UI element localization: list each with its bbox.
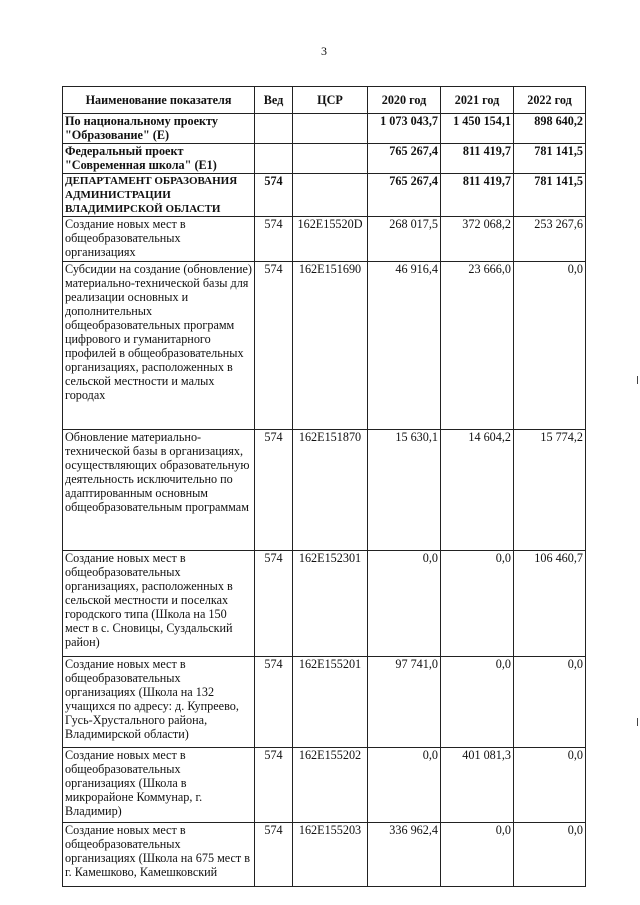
table-row [63, 174, 586, 217]
table-row [63, 262, 586, 430]
table-row [63, 217, 586, 262]
row-csr: 162E155203 [293, 823, 368, 887]
table-row [63, 144, 586, 174]
row-ved: 574 [255, 217, 293, 262]
row-ved [255, 144, 293, 174]
scan-edge-mark [637, 718, 638, 726]
row-2021: 0,0 [441, 823, 514, 887]
header-csr: ЦСР [293, 87, 368, 114]
row-2020: 1 073 043,7 [368, 114, 441, 144]
row-2022: 0,0 [514, 823, 586, 887]
row-ved: 574 [255, 430, 293, 551]
row-2021: 0,0 [441, 657, 514, 748]
row-2022: 0,0 [514, 262, 586, 430]
header-2021: 2021 год [441, 87, 514, 114]
row-2022: 253 267,6 [514, 217, 586, 262]
row-2020: 0,0 [368, 748, 441, 823]
row-ved: 574 [255, 174, 293, 217]
scan-edge-mark [637, 376, 638, 384]
row-ved: 574 [255, 551, 293, 657]
header-2022: 2022 год [514, 87, 586, 114]
row-2022: 0,0 [514, 748, 586, 823]
row-name: Создание новых мест в общеобразовательных организациях (Школа на 132 учащихся по адресу: д. Купреево, Гусь-Хрустального района, Владимирской области) [63, 657, 255, 748]
row-csr: 162E151690 [293, 262, 368, 430]
row-2022: 781 141,5 [514, 144, 586, 174]
row-2021: 0,0 [441, 551, 514, 657]
row-2021: 14 604,2 [441, 430, 514, 551]
table-row [63, 430, 586, 551]
row-2021: 372 068,2 [441, 217, 514, 262]
row-2020: 46 916,4 [368, 262, 441, 430]
row-csr: 162E152301 [293, 551, 368, 657]
row-ved: 574 [255, 748, 293, 823]
table-header-row [63, 87, 586, 114]
row-2020: 268 017,5 [368, 217, 441, 262]
row-2021: 23 666,0 [441, 262, 514, 430]
row-2021: 401 081,3 [441, 748, 514, 823]
row-2020: 765 267,4 [368, 144, 441, 174]
row-2021: 1 450 154,1 [441, 114, 514, 144]
table-row [63, 551, 586, 657]
row-name: Создание новых мест в общеобразовательных организациях [63, 217, 255, 262]
table-row [63, 657, 586, 748]
row-csr [293, 114, 368, 144]
row-name: Создание новых мест в общеобразовательных организациях (Школа на 675 мест в г. Камешково, Камешковский [63, 823, 255, 887]
header-ved: Вед [255, 87, 293, 114]
row-2021: 811 419,7 [441, 174, 514, 217]
row-ved [255, 114, 293, 144]
table-row [63, 823, 586, 887]
row-name: Субсидии на создание (обновление) материально-технической базы для реализации основных и дополнительных общеобразовательных программ цифрового и гуманитарного профилей в общеобразовательных организациях, расположенных в сельской местности и малых городах [63, 262, 255, 430]
row-name: Создание новых мест в общеобразовательных организациях (Школа в микрорайоне Коммунар, г. Владимир) [63, 748, 255, 823]
row-ved: 574 [255, 657, 293, 748]
row-2020: 15 630,1 [368, 430, 441, 551]
row-csr [293, 174, 368, 217]
row-ved: 574 [255, 823, 293, 887]
row-2020: 97 741,0 [368, 657, 441, 748]
row-2020: 336 962,4 [368, 823, 441, 887]
row-csr: 162E155201 [293, 657, 368, 748]
row-csr: 162E155202 [293, 748, 368, 823]
table-row [63, 114, 586, 144]
row-2022: 15 774,2 [514, 430, 586, 551]
row-name: ДЕПАРТАМЕНТ ОБРАЗОВАНИЯ АДМИНИСТРАЦИИ ВЛАДИМИРСКОЙ ОБЛАСТИ [63, 174, 255, 217]
table-row [63, 748, 586, 823]
row-name: Обновление материально-технической базы в организациях, осуществляющих образовательную деятельность исключительно по адаптированным основным общеобразовательным программам [63, 430, 255, 551]
header-name: Наименование показателя [63, 87, 255, 114]
row-csr: 162E15520D [293, 217, 368, 262]
row-2022: 0,0 [514, 657, 586, 748]
budget-table [62, 86, 586, 887]
row-name: Создание новых мест в общеобразовательных организациях, расположенных в сельской местности и поселках городского типа (Школа на 150 мест в с. Сновицы, Суздальский район) [63, 551, 255, 657]
row-name: Федеральный проект "Современная школа" (Е1) [63, 144, 255, 174]
row-csr [293, 144, 368, 174]
row-ved: 574 [255, 262, 293, 430]
row-2020: 0,0 [368, 551, 441, 657]
row-2020: 765 267,4 [368, 174, 441, 217]
page-number: 3 [321, 44, 327, 58]
row-2022: 781 141,5 [514, 174, 586, 217]
row-2022: 898 640,2 [514, 114, 586, 144]
row-csr: 162E151870 [293, 430, 368, 551]
header-2020: 2020 год [368, 87, 441, 114]
row-2021: 811 419,7 [441, 144, 514, 174]
row-name: По национальному проекту "Образование" (Е) [63, 114, 255, 144]
row-2022: 106 460,7 [514, 551, 586, 657]
